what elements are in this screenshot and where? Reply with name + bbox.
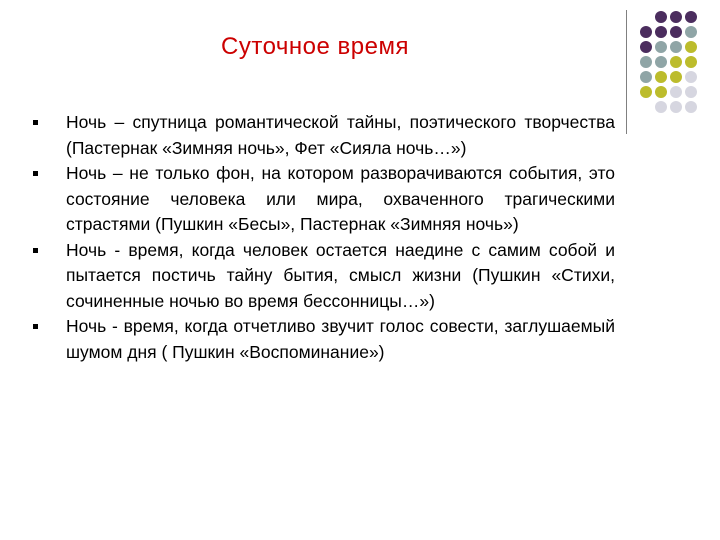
decorative-dot	[640, 71, 652, 83]
slide-title: Суточное время	[221, 33, 409, 60]
decorative-dot	[670, 56, 682, 68]
decorative-dot	[685, 86, 697, 98]
bullet-item	[30, 110, 615, 161]
decorative-dot	[670, 41, 682, 53]
bullet-list	[30, 110, 615, 365]
decorative-dot	[655, 26, 667, 38]
bullet-text: Ночь – не только фон, на котором разворачиваются события, это состояние человека или мира, охваченного трагическими страстями (Пушкин «Бесы», Пастернак «Зимняя ночь»)	[66, 163, 615, 234]
bullet-text: Ночь – спутница романтической тайны, поэтического творчества (Пастернак «Зимняя ночь», Фет «Сияла ночь…»)	[66, 112, 615, 158]
decorative-dot	[640, 26, 652, 38]
decorative-dot	[685, 101, 697, 113]
decorative-dot	[640, 56, 652, 68]
decorative-dot	[655, 71, 667, 83]
decorative-dot	[640, 86, 652, 98]
decorative-dot	[685, 26, 697, 38]
bullet-marker-icon	[33, 120, 38, 125]
bullet-item	[30, 161, 615, 238]
decorative-dot	[655, 41, 667, 53]
bullet-marker-icon	[33, 248, 38, 253]
decorative-dot	[670, 11, 682, 23]
bullet-text: Ночь - время, когда человек остается наедине с самим собой и пытается постичь тайну бытия, смысл жизни (Пушкин «Стихи, сочиненные ночью во время бессонницы…»)	[66, 239, 615, 311]
decorative-dot	[655, 11, 667, 23]
bullet-marker-icon	[33, 324, 38, 329]
bullet-item	[30, 314, 615, 365]
decorative-dot	[685, 71, 697, 83]
decorative-dot	[655, 56, 667, 68]
decorative-dot	[670, 71, 682, 83]
decorative-dot	[670, 26, 682, 38]
decorative-dot	[655, 101, 667, 113]
decorative-dot	[670, 86, 682, 98]
bullet-text: Ночь - время, когда отчетливо звучит голос совести, заглушаемый шумом дня ( Пушкин «Воспоминание»)	[66, 316, 615, 362]
bullet-item	[30, 238, 615, 315]
decorative-dot	[640, 41, 652, 53]
decorative-dot	[685, 41, 697, 53]
decorative-dot	[670, 101, 682, 113]
decorative-dot	[655, 86, 667, 98]
decorative-dot	[685, 11, 697, 23]
bullet-marker-icon	[33, 171, 38, 176]
decorative-dot	[685, 56, 697, 68]
